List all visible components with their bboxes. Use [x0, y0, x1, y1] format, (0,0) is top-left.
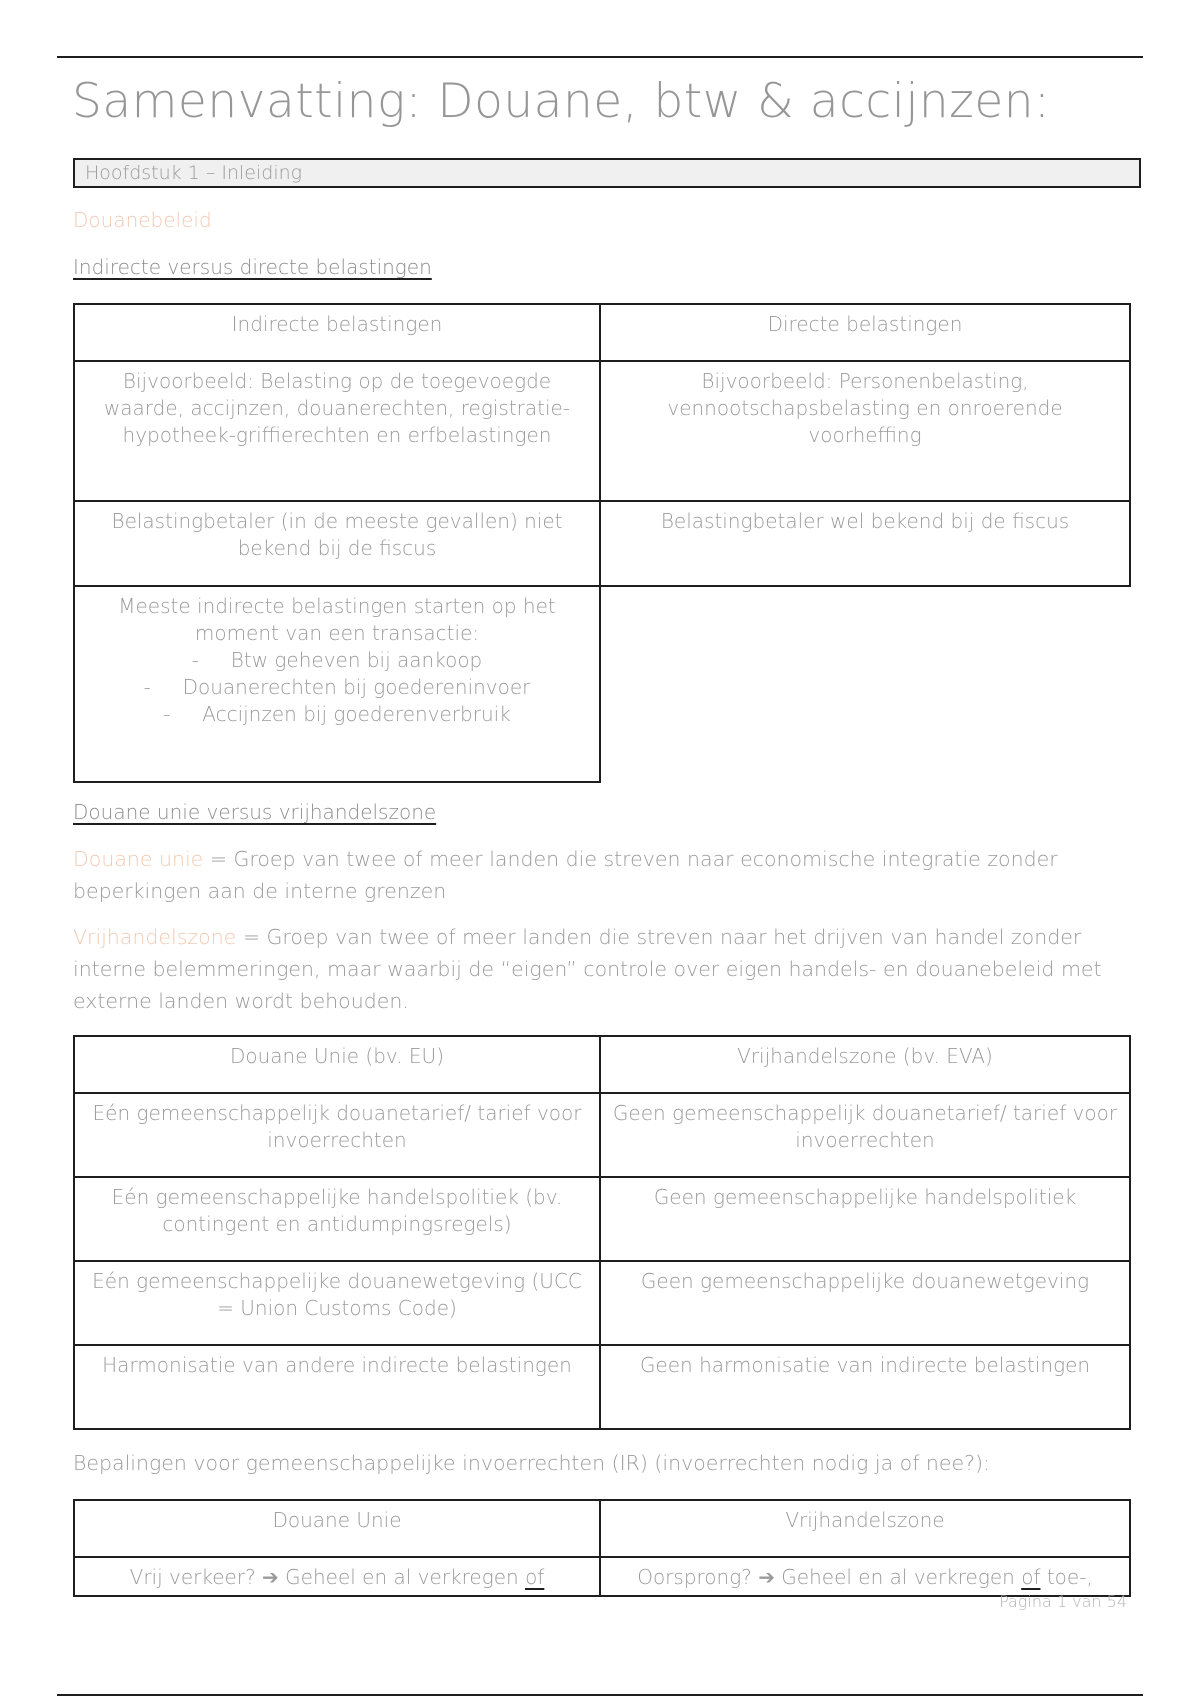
section-title: Douanebeleid [73, 208, 212, 232]
bottom-rule [57, 1694, 1143, 1696]
subsection-title-douane-unie: Douane unie versus vrijhandelszone [73, 800, 437, 824]
table-row [74, 1177, 1130, 1261]
header-vrijhandelszone: Vrijhandelszone (bv. EVA) [600, 1036, 1130, 1093]
cell-indirecte-belastingbetaler: Belastingbetaler (in de meeste gevallen) niet bekend bij de fiscus [74, 501, 600, 586]
table-header-row [74, 1500, 1130, 1557]
cell-oorsprong: Oorsprong? ➔ Geheel en al verkregen of toe-, [600, 1557, 1130, 1596]
definition-vrijhandelszone [73, 921, 1138, 1017]
douane-unie-table [73, 1035, 1131, 1430]
invoerrechten-intro: Bepalingen voor gemeenschappelijke invoerrechten (IR) (invoerrechten nodig ja of nee?): [73, 1451, 990, 1475]
subsection-title-belastingen: Indirecte versus directe belastingen [73, 255, 432, 279]
cell-right: Geen harmonisatie van indirecte belastingen [600, 1345, 1130, 1429]
list-item: - Douanerechten bij goedereninvoer [143, 675, 531, 699]
cell-left: Eén gemeenschappelijke douanewetgeving (UCC = Union Customs Code) [74, 1261, 600, 1345]
page-title: Samenvatting: Douane, btw & accijnzen: [72, 74, 1051, 129]
top-rule [57, 56, 1143, 58]
table-row [74, 1345, 1130, 1429]
header-vrijhandelszone: Vrijhandelszone [600, 1500, 1130, 1557]
chapter-heading: Hoofdstuk 1 – Inleiding [73, 158, 1141, 188]
header-douane-unie: Douane Unie (bv. EU) [74, 1036, 600, 1093]
header-directe: Directe belastingen [600, 304, 1130, 361]
table-row [74, 361, 1130, 501]
cell-indirecte-voorbeeld: Bijvoorbeeld: Belasting op de toegevoegde waarde, accijnzen, douanerechten, registratie-hypotheek-griffierechten en erfbelastingen [74, 361, 600, 501]
header-douane-unie: Douane Unie [74, 1500, 600, 1557]
belastingen-table [73, 303, 1131, 783]
cell-directe-voorbeeld: Bijvoorbeeld: Personenbelasting, vennootschapsbelasting en onroerende voorheffing [600, 361, 1130, 501]
term-vrijhandelszone: Vrijhandelszone [73, 925, 237, 949]
cell-left: Eén gemeenschappelijke handelspolitiek (bv. contingent en antidumpingsregels) [74, 1177, 600, 1261]
table-row [74, 1557, 1130, 1596]
cell-left: Harmonisatie van andere indirecte belastingen [74, 1345, 600, 1429]
header-indirecte: Indirecte belastingen [74, 304, 600, 361]
cell-vrij-verkeer: Vrij verkeer? ➔ Geheel en al verkregen of [74, 1557, 600, 1596]
table-header-row [74, 1036, 1130, 1093]
empty-cell [600, 586, 1130, 782]
cell-right: Geen gemeenschappelijke handelspolitiek [600, 1177, 1130, 1261]
definition-text: = Groep van twee of meer landen die streven naar het drijven van handel zonder interne belemmeringen, maar waarbij de “eigen” controle over eigen handels- en douanebeleid met externe landen wordt behouden. [73, 925, 1102, 1013]
table-row [74, 1093, 1130, 1177]
invoerrechten-table [73, 1499, 1131, 1597]
cell-right: Geen gemeenschappelijk douanetarief/ tarief voor invoerrechten [600, 1093, 1130, 1177]
definition-douane-unie [73, 843, 1138, 907]
cell-left: Eén gemeenschappelijk douanetarief/ tarief voor invoerrechten [74, 1093, 600, 1177]
page-number: Pagina 1 van 54 [999, 1592, 1127, 1611]
table-row [74, 586, 1130, 782]
cell-right: Geen gemeenschappelijke douanewetgeving [600, 1261, 1130, 1345]
list-item: - Btw geheven bij aankoop [191, 648, 483, 672]
definition-text: = Groep van twee of meer landen die streven naar economische integratie zonder beperkingen aan de interne grenzen [73, 847, 1058, 903]
term-douane-unie: Douane unie [73, 847, 204, 871]
list-item: - Accijnzen bij goederenverbruik [163, 702, 511, 726]
table-header-row [74, 304, 1130, 361]
table-row [74, 1261, 1130, 1345]
cell-directe-belastingbetaler: Belastingbetaler wel bekend bij de fiscus [600, 501, 1130, 586]
table-row [74, 501, 1130, 586]
transactie-intro: Meeste indirecte belastingen starten op het moment van een transactie: [118, 594, 556, 645]
cell-transactie [74, 586, 600, 782]
